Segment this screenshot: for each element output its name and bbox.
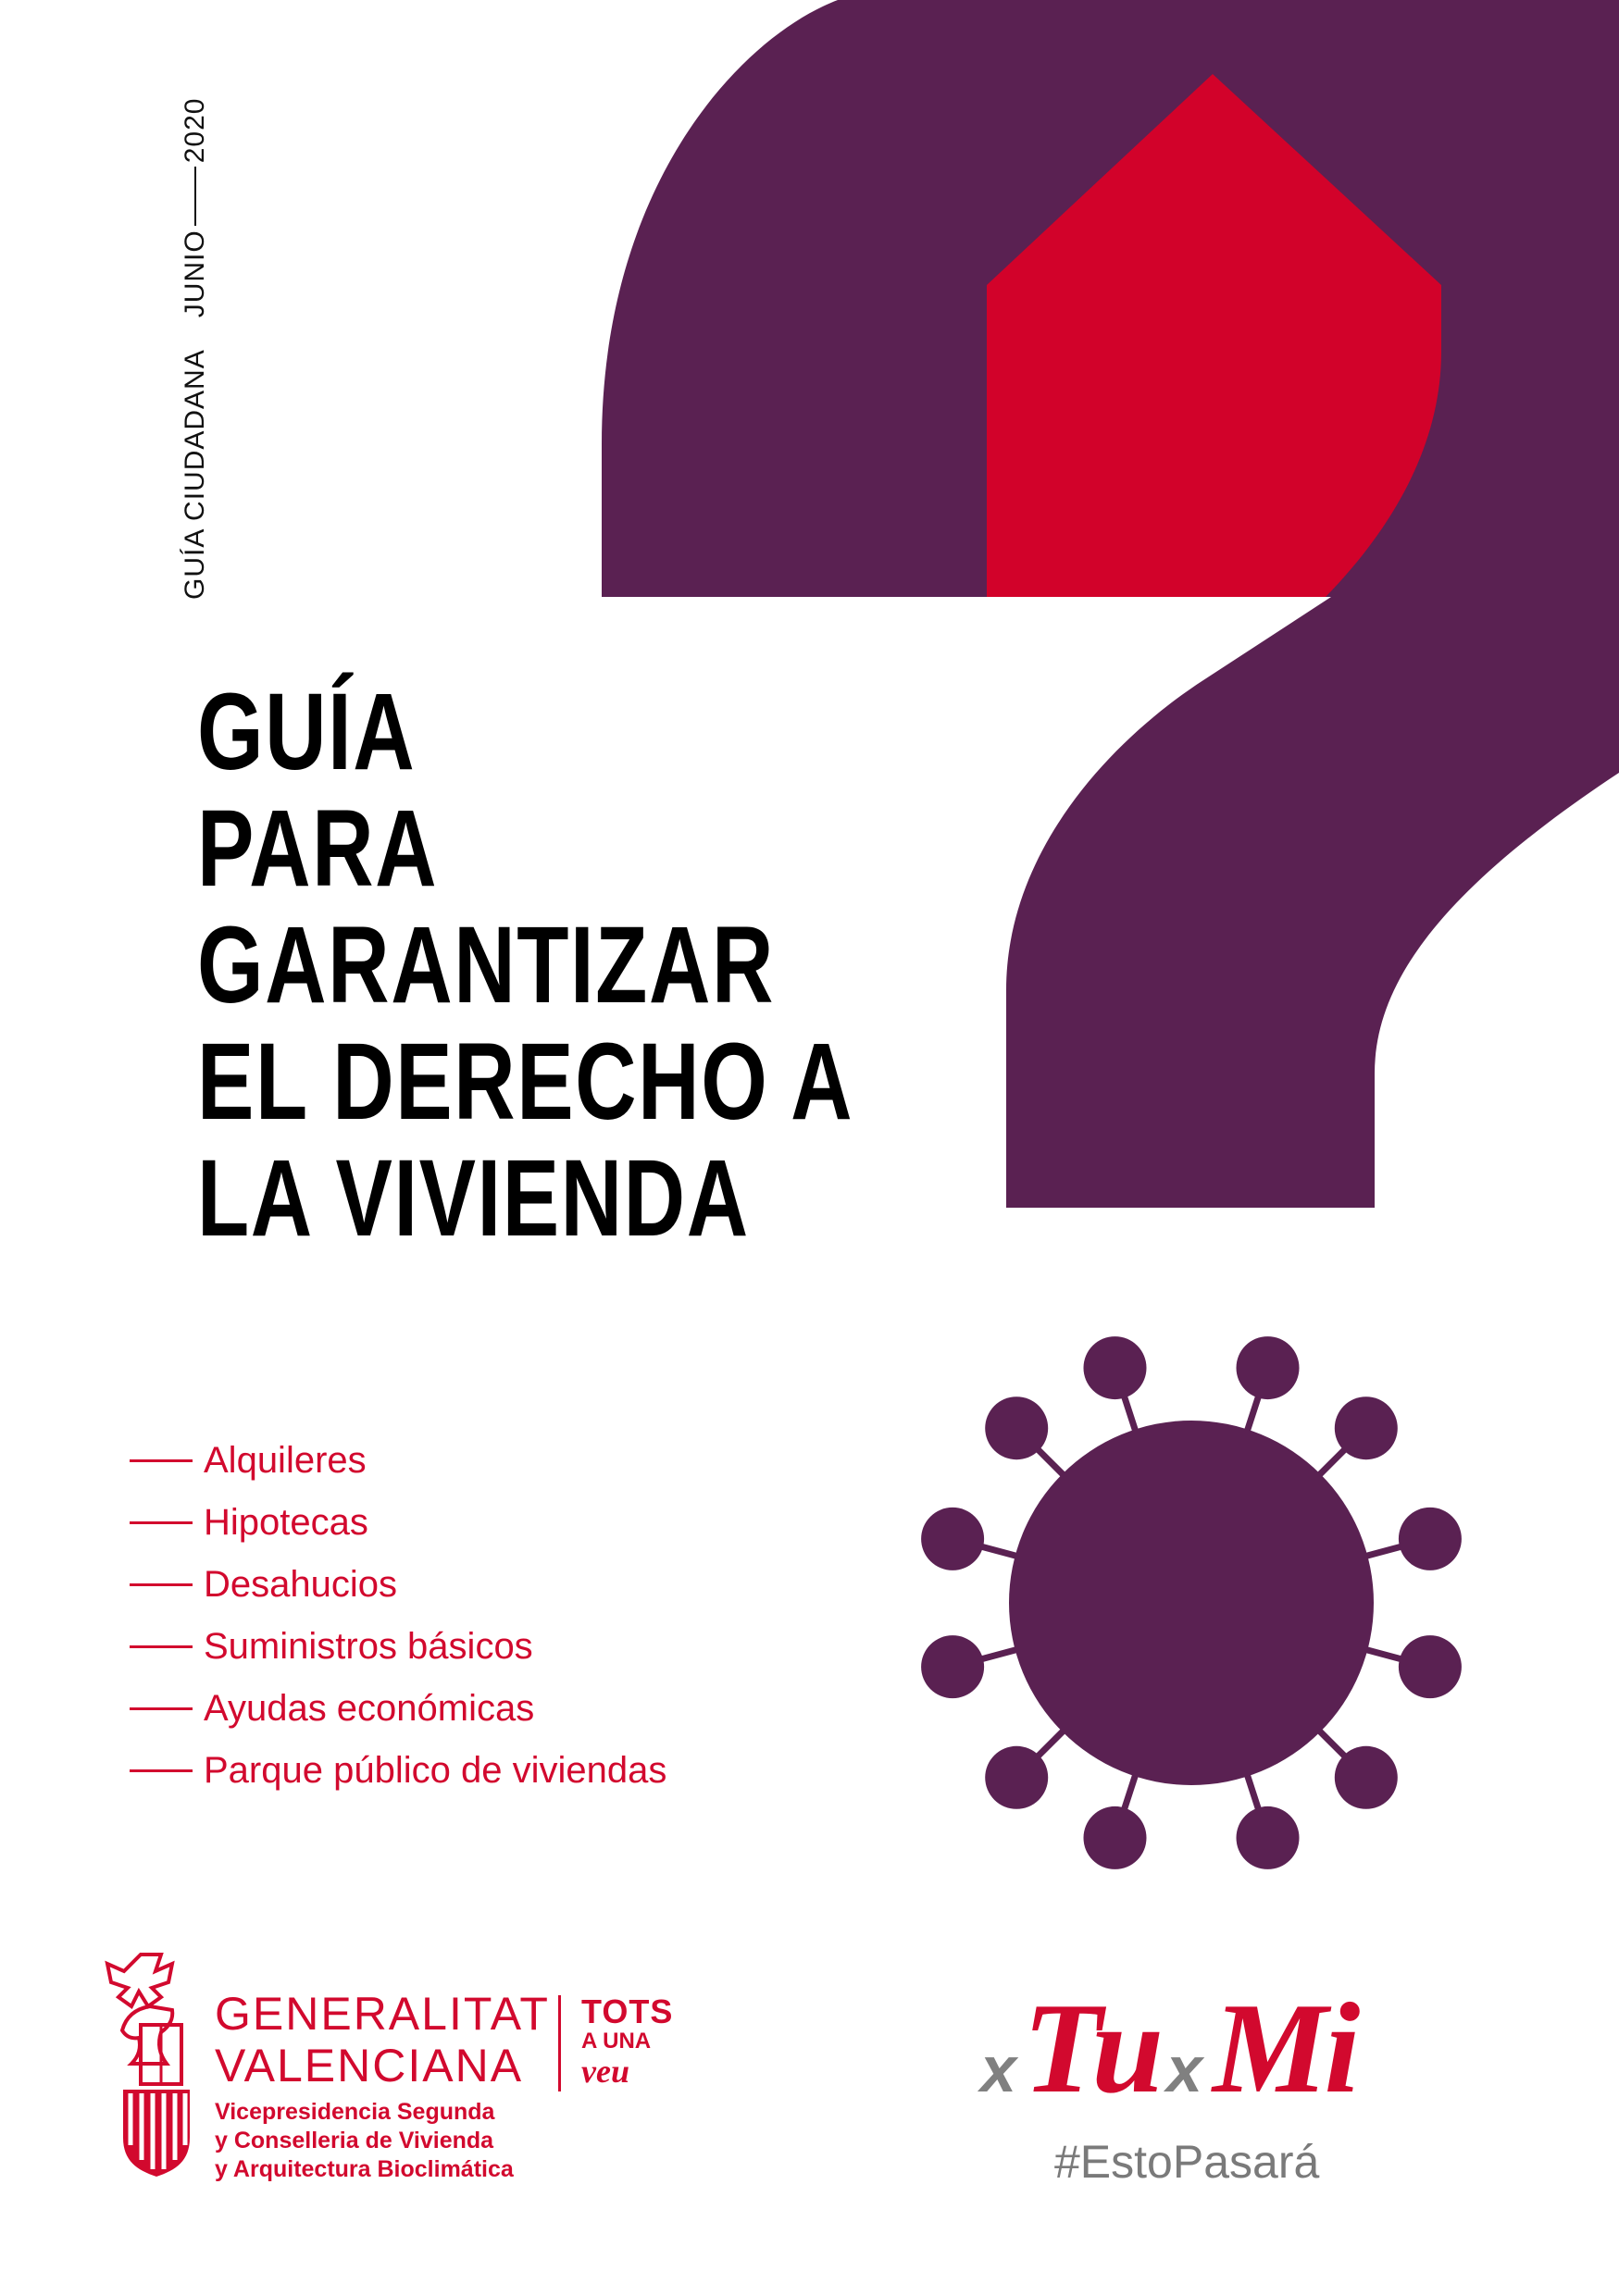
edition-month: JUNIO bbox=[180, 230, 210, 318]
topic-label: Alquileres bbox=[204, 1440, 367, 1481]
a-una-text: A UNA bbox=[581, 2029, 652, 2054]
bullet-dash bbox=[130, 1645, 193, 1648]
valenciana-line: VALENCIANA bbox=[215, 2040, 524, 2091]
xtu-xmi-logo bbox=[977, 1980, 1402, 2119]
slogan-x-first: x bbox=[980, 2033, 1016, 2105]
veu-text: veu bbox=[581, 2053, 629, 2090]
tots-a-una-veu-logo bbox=[581, 1992, 674, 2090]
department-line: Vicepresidencia Segunda bbox=[215, 2099, 495, 2125]
list-item bbox=[130, 1616, 666, 1678]
title-line: GUÍA bbox=[197, 671, 417, 793]
hashtag: #EstoPasará bbox=[1054, 2136, 1320, 2188]
virus-spike-ball bbox=[985, 1396, 1048, 1459]
slogan-x-second: x bbox=[1166, 2033, 1202, 2105]
topics-list bbox=[130, 1430, 666, 1802]
logo-divider bbox=[558, 1995, 561, 2091]
tots-text: TOTS bbox=[581, 1992, 674, 2030]
slogan-tu: Tu bbox=[1023, 1980, 1159, 2119]
department-line: y Conselleria de Vivienda bbox=[215, 2128, 494, 2153]
virus-spike-ball bbox=[985, 1746, 1048, 1809]
virus-spike-ball bbox=[1335, 1746, 1398, 1809]
virus-spike-ball bbox=[1237, 1336, 1300, 1399]
list-item bbox=[130, 1492, 666, 1554]
guide-type: GUÍA CIUDADANA bbox=[180, 349, 210, 600]
title-line: LA VIVIENDA bbox=[197, 1137, 750, 1260]
edition-year: 2020 bbox=[180, 97, 210, 164]
list-item bbox=[130, 1430, 666, 1492]
virus-spike-ball bbox=[921, 1635, 984, 1698]
bullet-dash bbox=[130, 1521, 193, 1524]
virus-spike-ball bbox=[1335, 1396, 1398, 1459]
title-line: GARANTIZAR bbox=[197, 904, 776, 1026]
virus-spike-ball bbox=[1083, 1336, 1146, 1399]
virus-spike-ball bbox=[1083, 1806, 1146, 1869]
bullet-dash bbox=[130, 1583, 193, 1586]
slogan-mi: Mi bbox=[1213, 1980, 1357, 2119]
virus-icon bbox=[921, 1336, 1462, 1869]
bullet-dash bbox=[130, 1707, 193, 1710]
department-line: y Arquitectura Bioclimática bbox=[215, 2156, 514, 2182]
title-line: PARA bbox=[197, 788, 439, 910]
list-item bbox=[130, 1740, 666, 1802]
generalitat-name bbox=[215, 1988, 550, 2091]
topic-label: Hipotecas bbox=[204, 1502, 368, 1543]
virus-core bbox=[1009, 1421, 1374, 1785]
topic-label: Ayudas económicas bbox=[204, 1688, 535, 1729]
virus-spike-ball bbox=[921, 1508, 984, 1570]
topic-label: Suministros básicos bbox=[204, 1626, 533, 1667]
virus-spike-ball bbox=[1399, 1635, 1462, 1698]
list-item bbox=[130, 1554, 666, 1616]
coat-of-arms-icon bbox=[107, 1955, 190, 2177]
cover-title bbox=[197, 671, 854, 1260]
topic-label: Parque público de viviendas bbox=[204, 1750, 667, 1791]
list-item bbox=[130, 1678, 666, 1740]
department-name bbox=[215, 2098, 514, 2184]
generalitat-line: GENERALITAT bbox=[215, 1988, 550, 2040]
edition-label bbox=[180, 98, 211, 600]
virus-spike-ball bbox=[1399, 1508, 1462, 1570]
title-line: EL DERECHO A bbox=[197, 1021, 854, 1143]
virus-spike-ball bbox=[1237, 1806, 1300, 1869]
bullet-dash bbox=[130, 1459, 193, 1462]
topic-label: Desahucios bbox=[204, 1564, 398, 1605]
bullet-dash bbox=[130, 1769, 193, 1772]
edition-dash bbox=[194, 167, 196, 226]
